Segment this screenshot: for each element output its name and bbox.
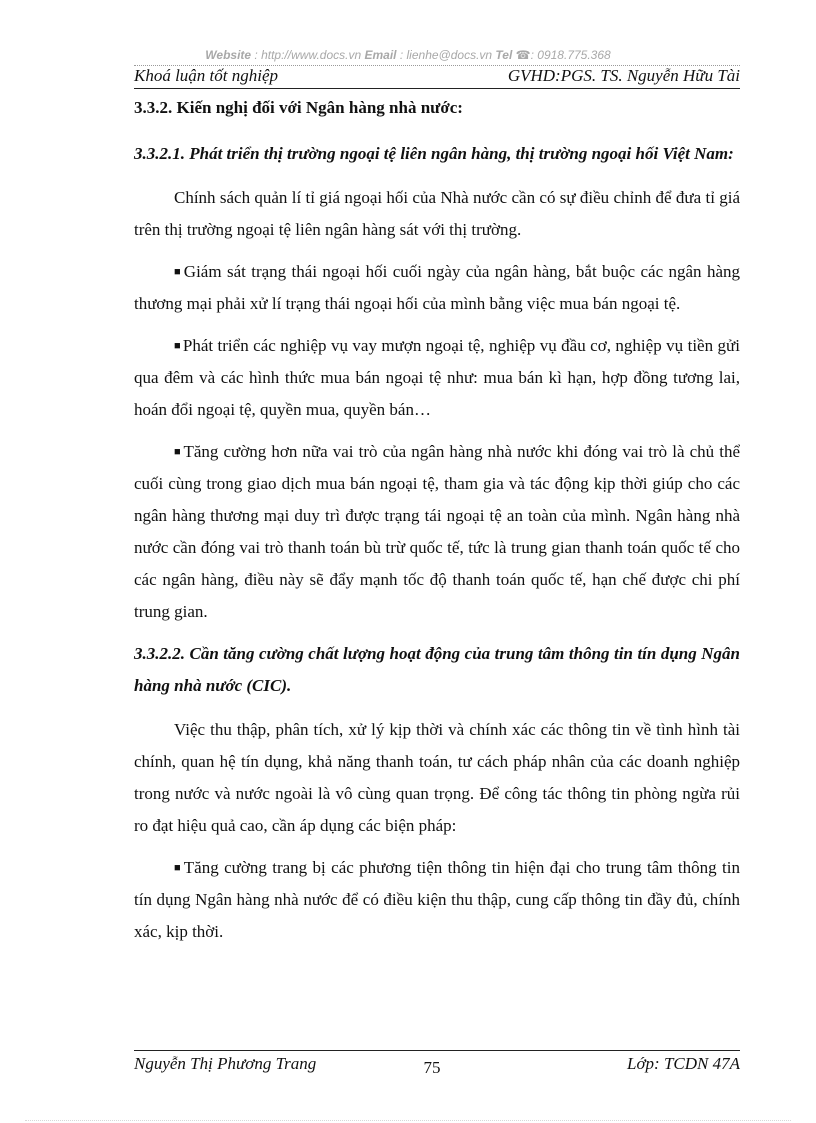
header-supervisor: GVHD:PGS. TS. Nguyễn Hữu Tài [507, 66, 740, 85]
email-label: Email [364, 48, 397, 62]
bullet-square-icon: ■ [174, 266, 182, 278]
page-number: 75 [423, 1058, 441, 1077]
header-thesis-title: Khoá luận tốt nghiệp [134, 66, 279, 85]
subsection-1-intro: Chính sách quản lí tỉ giá ngoại hối của Nhà nước cần có sự điều chỉnh để đưa tỉ giá trên thị trường ngoại tệ liên ngân hàng sát với thị trường. [134, 188, 740, 239]
bullet-text: Giám sát trạng thái ngoại hối cuối ngày của ngân hàng, bắt buộc các ngân hàng thương mại phải xử lí trạng thái ngoại hối của mình bằng việc mua bán ngoại tệ. [134, 262, 740, 313]
bullet-text: Tăng cường trang bị các phương tiện thông tin hiện đại cho trung tâm thông tin tín dụng Ngân hàng nhà nước để có điều kiện thu thập, cung cấp thông tin đầy đủ, chính xác, kịp thời. [134, 858, 740, 941]
footer-class: Lớp: TCDN 47A [627, 1054, 740, 1073]
header-website-line [0, 48, 816, 62]
subsection-heading-2: 3.3.2.2. Cần tăng cường chất lượng hoạt động của trung tâm thông tin tín dụng Ngân hàng nhà nước (CIC). [134, 644, 740, 695]
section-heading: 3.3.2. Kiến nghị đối với Ngân hàng nhà nước: [134, 98, 463, 117]
bullet-paragraph [134, 852, 740, 948]
footer-dotted-divider [25, 1120, 791, 1121]
header-rule [134, 88, 740, 89]
subsection-2-intro: Việc thu thập, phân tích, xử lý kịp thời và chính xác các thông tin về tình hình tài chính, quan hệ tín dụng, khả năng thanh toán, tư cách pháp nhân của các doanh nghiệp trong nước và nước ngoài là vô cùng quan trọng. Để công tác thông tin phòng ngừa rủi ro đạt hiệu quả cao, cần áp dụng các biện pháp: [134, 720, 740, 835]
email-address[interactable]: : lienhe@docs.vn [399, 48, 493, 62]
footer-author: Nguyễn Thị Phương Trang [134, 1054, 317, 1073]
bullet-text: Phát triển các nghiệp vụ vay mượn ngoại tệ, nghiệp vụ đầu cơ, nghiệp vụ tiền gửi qua đêm và các hình thức mua bán ngoại tệ như: mua bán kì hạn, hợp đồng tương lai, hoán đổi ngoại tệ, quyền mua, quyền bán… [134, 336, 740, 419]
tel-label: Tel [495, 48, 513, 62]
bullet-square-icon: ■ [174, 340, 181, 352]
subsection-heading-1: 3.3.2.1. Phát triển thị trường ngoại tệ liên ngân hàng, thị trường ngoại hối Việt Nam: [134, 144, 734, 163]
bullet-paragraph [134, 330, 740, 426]
bullet-square-icon: ■ [174, 862, 182, 874]
website-url[interactable]: : http://www.docs.vn [254, 48, 362, 62]
website-label: Website [205, 48, 252, 62]
bullet-text: Tăng cường hơn nữa vai trò của ngân hàng nhà nước khi đóng vai trò là chủ thể cuối cùng trong giao dịch mua bán ngoại tệ, tham gia và tác động kịp thời giúp cho các ngân hàng thương mại duy trì được trạng tái ngoại tệ an toàn của mình. Ngân hàng nhà nước cần đóng vai trò thanh toán bù trừ quốc tế, tức là trung gian thanh toán quốc tế cho các ngân hàng, điều này sẽ đẩy mạnh tốc độ thanh toán quốc tế, hạn chế được chi phí trung gian. [134, 442, 740, 621]
page-body [134, 96, 740, 958]
bullet-square-icon: ■ [174, 446, 182, 458]
bullet-paragraph [134, 436, 740, 628]
tel-number: ☎: 0918.775.368 [515, 48, 611, 62]
bullet-paragraph [134, 256, 740, 320]
footer-rule [134, 1050, 740, 1051]
